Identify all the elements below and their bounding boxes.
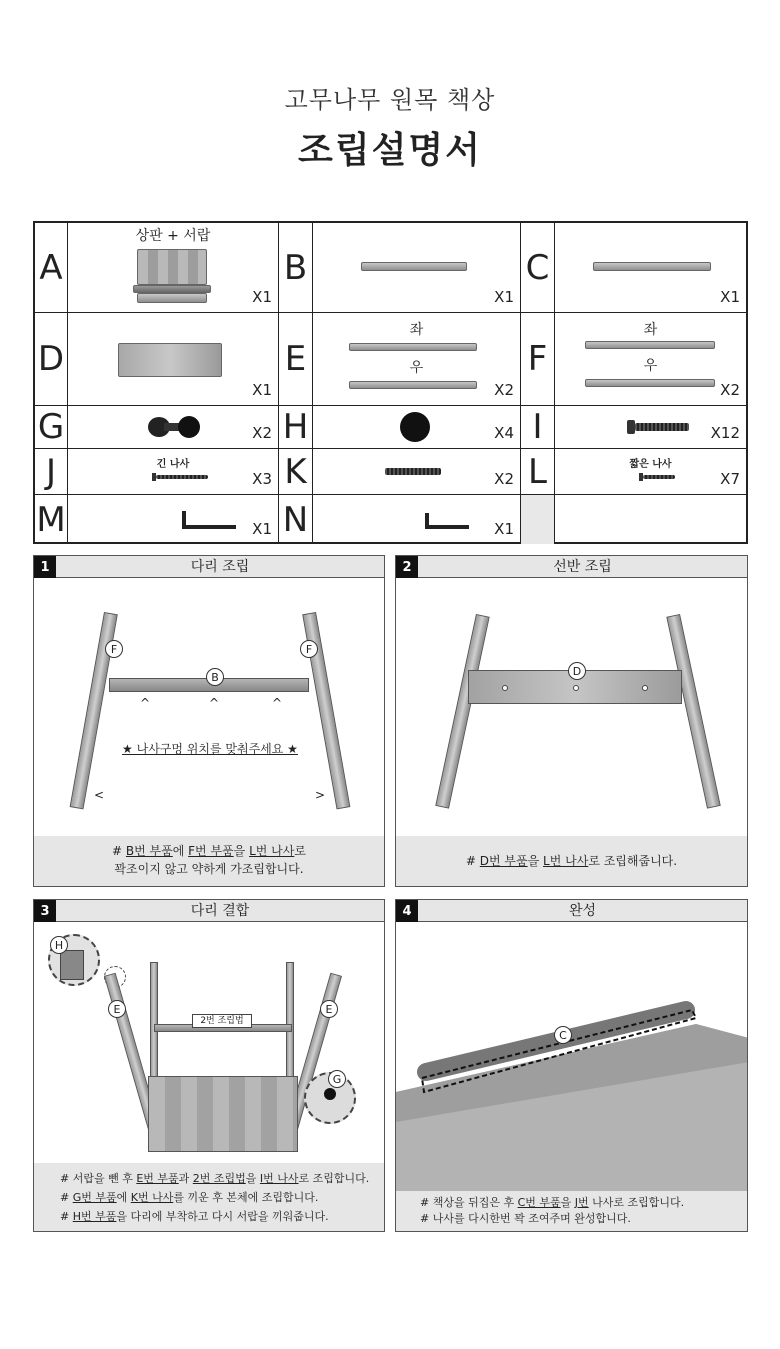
label-h: H — [50, 936, 68, 954]
label-c: C — [554, 1026, 572, 1044]
part-caption: 긴 나사 — [156, 459, 190, 470]
part-e-right-image — [349, 381, 477, 389]
part-caption: 짧은 나사 — [629, 459, 672, 470]
label-e: E — [320, 1000, 338, 1018]
part-letter: B — [279, 223, 313, 312]
label-f: F — [300, 640, 318, 658]
step-3-panel — [33, 899, 385, 1232]
part-letter: H — [279, 406, 313, 448]
part-letter: K — [279, 449, 313, 494]
tabletop-drawer-image — [133, 249, 211, 305]
part-cell-b — [313, 223, 521, 312]
part-cell-g — [68, 406, 279, 448]
empty-cell — [555, 495, 746, 544]
part-letter: D — [35, 313, 68, 405]
note-line: # 나사를 다시한번 꽉 조여주며 완성합니다. — [420, 1212, 631, 1225]
label-e: E — [108, 1000, 126, 1018]
part-letter: A — [35, 223, 68, 312]
hole-marker: ^ — [140, 696, 151, 710]
parts-row — [35, 406, 746, 449]
note-line: # D번 부품을 L번 나사로 조립해줍니다. — [465, 854, 678, 868]
knob-image — [148, 414, 200, 440]
step-note — [34, 1163, 384, 1231]
part-qty: X1 — [494, 520, 514, 538]
hole-marker: > — [315, 788, 326, 802]
part-f-left-image — [585, 341, 715, 349]
bolt-image — [627, 420, 689, 434]
part-qty: X2 — [252, 424, 272, 442]
hole-marker: < — [94, 788, 105, 802]
step-note — [396, 836, 747, 886]
step-header — [34, 900, 384, 922]
part-letter: L — [521, 449, 555, 494]
parts-row — [35, 223, 746, 313]
part-letter: G — [35, 406, 68, 448]
part-d-image — [118, 343, 222, 377]
part-cell-n — [313, 495, 521, 544]
callout-text: ★ 나사구멍 위치를 맞춰주세요 ★ — [122, 742, 298, 756]
part-letter: N — [279, 495, 313, 544]
short-screw-image — [639, 473, 675, 481]
step-number: 2 — [396, 556, 418, 578]
part-cell-k — [313, 449, 521, 494]
note-line: # G번 부품에 K번 나사를 끼운 후 본체에 조립합니다. — [60, 1191, 319, 1204]
part-qty: X7 — [720, 470, 740, 488]
leg-attach-diagram — [34, 922, 385, 1164]
label-b: B — [206, 668, 224, 686]
part-f-right-image — [585, 379, 715, 387]
step-title: 다리 조립 — [190, 559, 250, 575]
step-2-panel — [395, 555, 748, 887]
page-title: 조립설명서 — [298, 130, 482, 171]
parts-row — [35, 449, 746, 495]
part-cell-h — [313, 406, 521, 448]
part-caption-right: 우 — [643, 358, 658, 374]
part-qty: X1 — [252, 288, 272, 306]
note-line: # 서랍을 뺀 후 E번 부품과 2번 조립법을 I번 나사로 조립합니다. — [60, 1172, 370, 1185]
part-letter: E — [279, 313, 313, 405]
part-cell-f — [555, 313, 746, 405]
step-number: 3 — [34, 900, 56, 922]
step-header — [396, 900, 747, 922]
label-f: F — [105, 640, 123, 658]
part-letter: I — [521, 406, 555, 448]
hole-marker: ^ — [209, 696, 220, 710]
foot-pad-image — [400, 412, 430, 442]
part-qty: X2 — [494, 470, 514, 488]
step-number: 4 — [396, 900, 418, 922]
leg-assembly-diagram — [34, 578, 385, 838]
hex-key-image — [180, 509, 240, 533]
method-label: 2번 조립법 — [192, 1014, 252, 1028]
parts-table — [33, 221, 748, 544]
part-cell-e — [313, 313, 521, 405]
part-letter: C — [521, 223, 555, 312]
part-letter: M — [35, 495, 68, 544]
part-caption-left: 좌 — [643, 322, 658, 338]
completed-desk-diagram — [396, 922, 748, 1194]
part-qty: X3 — [252, 470, 272, 488]
part-cell-m — [68, 495, 279, 544]
step-title: 다리 결합 — [190, 903, 250, 919]
empty-cell — [521, 495, 555, 544]
part-caption: 상판 + 서랍 — [135, 228, 211, 244]
part-cell-j — [68, 449, 279, 494]
step-title: 완성 — [568, 903, 597, 919]
step-header — [396, 556, 747, 578]
step-1-panel — [33, 555, 385, 887]
part-cell-c — [555, 223, 746, 312]
step-4-panel — [395, 899, 748, 1232]
note-line: 꽉조이지 않고 약하게 가조립합니다. — [114, 862, 304, 876]
part-caption-left: 좌 — [409, 322, 424, 338]
note-line: # H번 부품을 다리에 부착하고 다시 서랍을 끼워줍니다. — [60, 1210, 329, 1223]
step-number: 1 — [34, 556, 56, 578]
part-letter: F — [521, 313, 555, 405]
part-qty: X2 — [494, 381, 514, 399]
step-header — [34, 556, 384, 578]
part-qty: X2 — [720, 381, 740, 399]
label-g: G — [328, 1070, 346, 1088]
step-title: 선반 조립 — [553, 559, 612, 575]
part-cell-l — [555, 449, 746, 494]
part-cell-i — [555, 406, 746, 448]
part-qty: X12 — [710, 424, 740, 442]
part-qty: X1 — [252, 381, 272, 399]
step-note — [34, 836, 384, 886]
part-c-image — [593, 262, 711, 271]
note-line: # B번 부품에 F번 부품을 L번 나사로 — [112, 844, 306, 858]
part-letter: J — [35, 449, 68, 494]
part-qty: X4 — [494, 424, 514, 442]
part-qty: X1 — [494, 288, 514, 306]
step-note — [396, 1191, 747, 1231]
long-screw-image — [152, 473, 208, 481]
parts-row — [35, 313, 746, 406]
label-d: D — [568, 662, 586, 680]
part-caption-right: 우 — [409, 360, 424, 376]
part-cell-a — [68, 223, 279, 312]
shelf-assembly-diagram — [396, 578, 748, 838]
part-qty: X1 — [252, 520, 272, 538]
part-e-left-image — [349, 343, 477, 351]
part-qty: X1 — [720, 288, 740, 306]
subtitle: 고무나무 원목 책상 — [284, 86, 496, 114]
parts-row — [35, 495, 746, 544]
hole-marker: ^ — [272, 696, 283, 710]
note-line: # 책상을 뒤집은 후 C번 부품을 J번 나사로 조립합니다. — [420, 1196, 685, 1209]
threaded-rod-image — [385, 468, 441, 475]
part-cell-d — [68, 313, 279, 405]
hex-key-image — [423, 511, 473, 535]
part-b-image — [361, 262, 467, 271]
